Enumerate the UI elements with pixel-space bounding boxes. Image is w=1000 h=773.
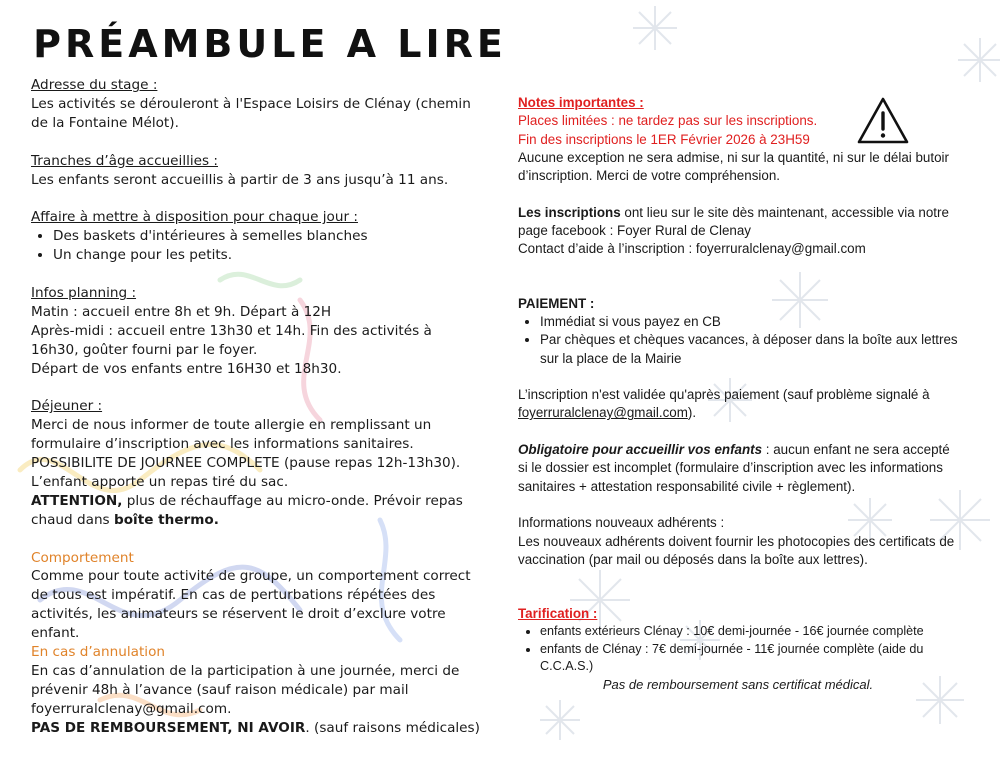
affaires-list [31, 227, 483, 265]
attention-text: plus de réchauffage au micro-onde. Prévoir repas chaud dans [31, 492, 463, 528]
inscriptions-bold: Les inscriptions [518, 204, 621, 220]
remboursement-text: . (sauf raisons médicales) [305, 719, 480, 736]
list-item: • enfants de Clénay : 7€ demi-journée - 11€ journée complète (aide du C.C.A.S.) [540, 641, 958, 676]
notes-heading: Notes importantes : [518, 95, 644, 110]
annulation-text: En cas d’annulation de la participation à une journée, merci de prévenir 48h à l’avance (sauf raison médicale) par mail foyerruralclenay@gmail.com. [31, 663, 460, 717]
planning-line: Après-midi : accueil entre 13h30 et 14h. Fin des activités à 16h30, goûter fourni par le foyer. [31, 322, 432, 358]
affaires-heading: Affaire à mettre à disposition pour chaque jour : [31, 209, 358, 226]
list-item: • Par chèques et chèques vacances, à déposer dans la boîte aux lettres sur la place de la Mairie [540, 331, 958, 368]
planning-line: Matin : accueil entre 8h et 9h. Départ à 12H [31, 303, 332, 320]
adresse-heading: Adresse du stage : [31, 77, 158, 93]
list-item: • Des baskets d'intérieures à semelles blanches [53, 227, 483, 246]
inscriptions-paragraph [518, 204, 958, 241]
tarif-list [518, 623, 958, 676]
nouveaux-heading: Informations nouveaux adhérents : [518, 515, 725, 531]
list-item: • enfants extérieurs Clénay : 10€ demi-journée - 16€ journée complète [540, 623, 958, 641]
paiement-list [518, 313, 958, 368]
obligatoire-paragraph [518, 441, 958, 496]
age-text: Les enfants seront accueillis à partir de 3 ans jusqu’à 11 ans. [31, 171, 449, 188]
dejeuner-line: Merci de nous informer de toute allergie en remplissant un formulaire d’inscription avec les informations sanitaires. [31, 417, 432, 453]
dejeuner-heading: Déjeuner : [31, 398, 103, 415]
obligatoire-bold: Obligatoire pour accueillir vos enfants [518, 442, 763, 458]
adresse-text: Les activités se dérouleront à l'Espace Loisirs de Clénay (chemin de la Fontaine Mélot). [31, 95, 471, 131]
dejeuner-line: POSSIBILITE DE JOURNEE COMPLETE (pause repas 12h-13h30). [31, 455, 461, 472]
obligatoire-text: : aucun enfant ne sera accepté si le dossier est incomplet (formulaire d’inscription avec les informations sanitaires + attestation responsabilité civile + règlement). [518, 442, 950, 494]
dejeuner-line: L’enfant apporte un repas tiré du sac. [31, 473, 289, 490]
page-title: PRÉAMBULE A LIRE [33, 22, 507, 66]
remboursement-bold: PAS DE REMBOURSEMENT, NI AVOIR [31, 719, 306, 736]
notes-red-line: Places limitées : ne tardez pas sur les inscriptions. [518, 113, 818, 129]
tarif-note: Pas de remboursement sans certificat médical. [602, 676, 874, 692]
attention-paragraph [31, 492, 483, 530]
validee-text: L’inscription n'est validée qu'après paiement (sauf problème signalé à [518, 387, 930, 403]
planning-line: Départ de vos enfants entre 16H30 et 18h30. [31, 360, 342, 377]
validee-end: ). [687, 405, 697, 421]
tarif-heading: Tarification : [518, 606, 598, 622]
paiement-heading: PAIEMENT : [518, 295, 595, 311]
attention-bold2: boîte thermo. [113, 511, 219, 528]
contact-text: Contact d’aide à l’inscription : foyerruralclenay@gmail.com [518, 241, 866, 257]
right-column [518, 94, 958, 694]
nouveaux-text: Les nouveaux adhérents doivent fournir les photocopies des certificats de vaccination (par mail ou déposés dans la boîte aux lettres). [518, 533, 955, 567]
inscriptions-text: ont lieu sur le site dès maintenant, accessible via notre page facebook : Foyer Rural de Clenay [518, 204, 949, 239]
notes-text: Aucune exception ne sera admise, ni sur la quantité, ni sur le délai butoir d’inscription. Merci de votre compréhension. [518, 149, 949, 184]
comportement-heading: Comportement [31, 549, 134, 566]
remboursement-paragraph [31, 719, 483, 738]
validee-paragraph [518, 386, 958, 423]
list-item: • Immédiat si vous payez en CB [540, 313, 958, 331]
list-item: • Un change pour les petits. [53, 246, 483, 265]
planning-heading: Infos planning : [31, 284, 137, 301]
left-column [31, 76, 483, 738]
notes-red-line: Fin des inscriptions le 1ER Février 2026 à 23H59 [518, 131, 810, 147]
annulation-heading: En cas d’annulation [31, 644, 166, 661]
attention-bold: ATTENTION, [31, 492, 123, 509]
comportement-text: Comme pour toute activité de groupe, un comportement correct de tous est impératif. En cas de perturbations répétées des activités, les animateurs se réservent le droit d’exclure votre enfant. [31, 568, 471, 642]
age-heading: Tranches d’âge accueillies : [31, 152, 218, 169]
email-link[interactable]: foyerruralclenay@gmail.com [518, 405, 688, 421]
